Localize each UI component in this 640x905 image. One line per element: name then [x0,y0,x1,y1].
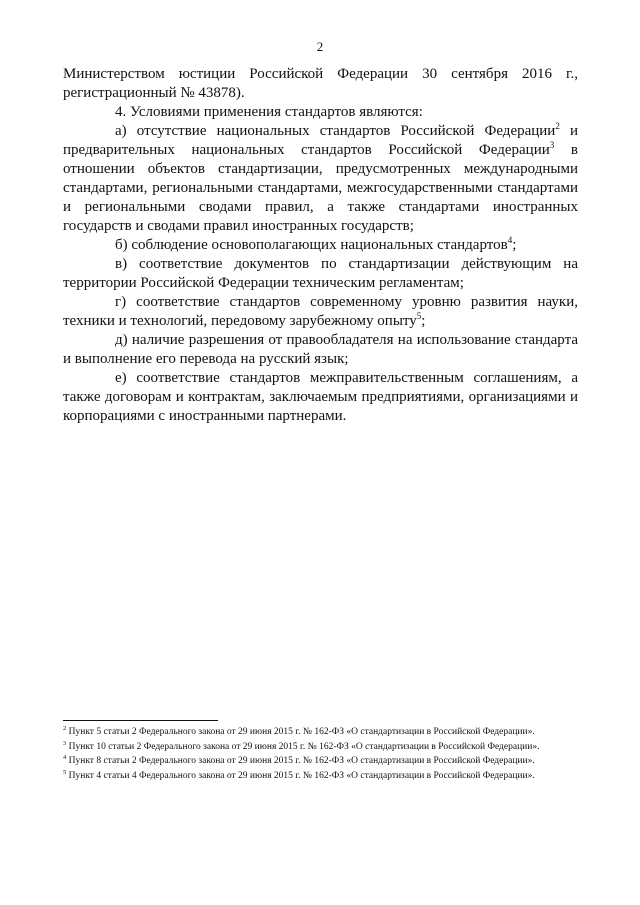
paragraph-text: и предварительных национальных стандартов Российской Федерации [63,123,578,158]
footnote-text: Пункт 5 статьи 2 Федерального закона от 29 июня 2015 г. № 162-ФЗ «О стандартизации в Российской Федерации». [66,727,535,737]
paragraph-item-e [63,369,578,426]
paragraph-text: а) отсутствие национальных стандартов Российской Федерации [115,123,556,139]
footnote-ref-2: 2 [555,121,560,131]
paragraph-text: ; [421,313,426,329]
paragraph-item-g [63,293,578,331]
body-text [63,65,578,426]
footnote-text: Пункт 4 статьи 4 Федерального закона от 29 июня 2015 г. № 162-ФЗ «О стандартизации в Российской Федерации». [66,770,535,781]
page-number: 2 [316,39,324,54]
footnote-2 [63,726,578,739]
paragraph-item-d [63,331,578,369]
footnote-ref-5: 5 [416,311,422,321]
paragraph-text: е) соответствие стандартов межправительственным соглашениям, а также договорам и контрактам, заключаемым предприятиями, организациями и корпорациями с иностранными партнерами. [63,370,578,424]
footnote-ref-4: 4 [507,235,513,245]
footnote-ref-3: 3 [549,140,555,150]
paragraph-text: г) соответствие стандартов современному уровню развития науки, техники и технологий, передовому зарубежному опыту [63,294,578,329]
footnote-text: Пункт 10 статьи 2 Федерального закона от 29 июня 2015 г. № 162-ФЗ «О стандартизации в Российской Федерации». [66,741,540,752]
paragraph-text: в) соответствие документов по стандартизации действующим на территории Российской Федерации техническим регламентам; [63,256,578,291]
footnote-number: 2 [63,724,67,732]
footnote-text: Пункт 8 статьи 2 Федерального закона от 29 июня 2015 г. № 162-ФЗ «О стандартизации в Российской Федерации». [66,756,535,766]
footnote-number: 5 [63,768,67,776]
paragraph-item-v [63,255,578,293]
paragraph-text: в отношении объектов стандартизации, предусмотренных международными стандартами, региональными стандартами, межгосударственными стандартами и региональными сводами правил, а также стандартами иностранных государств и сводами правил иностранных государств; [63,142,578,234]
paragraph-text: ; [512,237,517,253]
paragraph-item-a [63,122,578,236]
footnote-4 [63,755,578,768]
paragraph-continuation [63,65,578,103]
footnote-number: 4 [63,753,67,761]
footnote-3 [63,741,578,754]
paragraph-text: б) соблюдение основополагающих национальных стандартов [115,237,508,253]
footnote-number: 3 [63,739,67,747]
footnote-5 [63,770,578,783]
paragraph-text: 4. Условиями применения стандартов являются: [115,104,423,120]
paragraph-text: Министерством юстиции Российской Федерации 30 сентября 2016 г., регистрационный № 43878). [63,66,578,101]
paragraph-heading-4 [63,103,578,122]
paragraph-item-b [63,236,578,255]
paragraph-text: д) наличие разрешения от правообладателя на использование стандарта и выполнение его перевода на русский язык; [63,332,578,367]
footnote-divider [63,720,218,721]
footnotes [63,726,578,784]
